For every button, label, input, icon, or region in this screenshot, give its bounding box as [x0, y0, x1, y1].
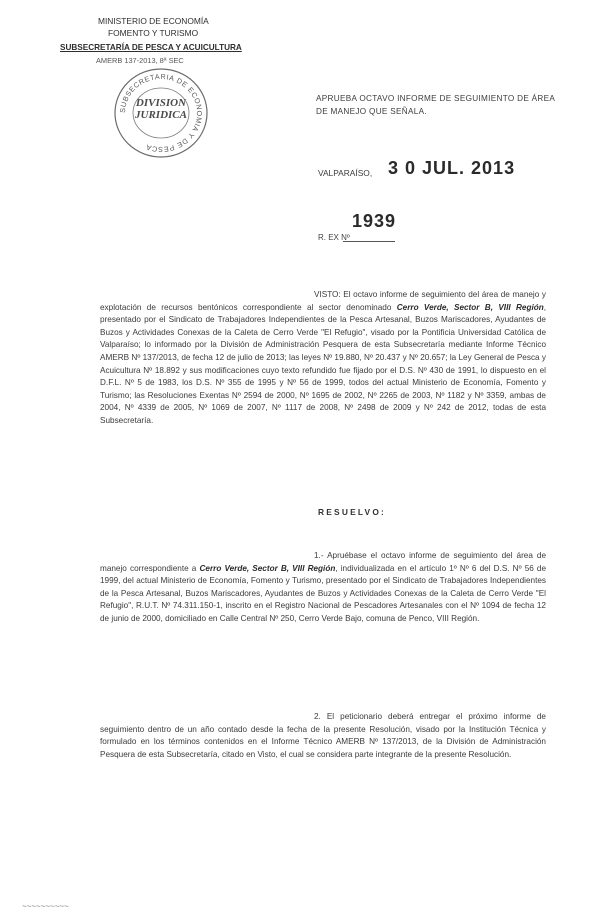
stamp-center-text: DIVISION JURIDICA [135, 97, 187, 121]
document-reference: AMERB 137-2013, 8ª SEC [96, 56, 184, 65]
place-label: VALPARAÍSO, [318, 168, 373, 178]
resuelvo-heading: RESUELVO: [318, 507, 387, 517]
resolution-date: 3 0 JUL. 2013 [388, 158, 516, 178]
resolution-number: 1939 [352, 211, 397, 231]
visto-rest: , presentado por el Sindicato de Trabajadores Independientes de la Pesca Artesanal, Buzos Mariscadores, Ayudantes de Buzos y Actividades Conexas de la Caleta de Cerro Verde "El Refugio", visado por la Pontificia Universidad Católica de Valparaíso; lo informado por la División de Administración Pesquera de esta Subsecretaría mediante Informe Técnico AMERB Nº 137/2013, de fecha 12 de julio de 2013; las leyes Nº 19.880, Nº 20.437 y Nº 20.657; la Ley General de Pesca y Acuicultura Nº 18.892 y sus modificaciones cuyo texto refundido fue fijado por el D.S. Nº 430 de 1991, lo dispuesto en el D.F.L. Nº 5 de 1983, los D.S. Nº 355 de 1995 y Nº 56 de 1999, todos del actual Ministerio de Economía, Fomento y Turismo; las Resoluciones Exentas Nº 2594 de 2000, Nº 1695 de 2002, Nº 2265 de 2003, Nº 1182 y Nº 3359, ambas de 2004, Nº 4339 de 2005, Nº 1069 de 2007, Nº 1117 de 2008, Nº 2498 de 2009 y Nº 242 de 2012, todas de esta Subsecretaría. [100, 302, 546, 425]
article-1-lead: 1.- Apruébase el octavo informe de seguimiento del área de manejo correspondiente a [100, 551, 546, 573]
article-1-sector: Cerro Verde, Sector B, VIII Región [199, 563, 336, 573]
visto-paragraph [100, 289, 546, 428]
stamp-ring-text: SUBSECRETARIA DE ECONOMIA Y DE PESCA [117, 71, 205, 155]
ministry-name: MINISTERIO DE ECONOMÍA [98, 16, 209, 26]
division-juridica-stamp [108, 64, 214, 162]
visto-sector: Cerro Verde, Sector B, VIII Región [396, 302, 544, 312]
resolution-subject: APRUEBA OCTAVO INFORME DE SEGUIMIENTO DE ÁREA DE MANEJO QUE SEÑALA. [316, 94, 555, 116]
article-2-paragraph: 2. El peticionario deberá entregar el próximo informe de seguimiento dentro de un año contado desde la fecha de la presente Resolución, visado por la Institución Técnica y formulado en los términos contenidos en el Informe Técnico AMERB Nº 137/2013, de la División de Administración Pesquera de esta Subsecretaría, citado en Visto, el cual se considera parte integrante de la presente Resolución. [100, 712, 546, 759]
resolution-number-label: R. EX Nº [318, 233, 350, 242]
bottom-scan-mark: ~~~~~~~~~~ [22, 902, 69, 911]
visto-lead: VISTO: El octavo informe de seguimiento del área de manejo y explotación de recursos bentónicos correspondiente al sector denominado [100, 290, 546, 312]
ministry-subtitle: FOMENTO Y TURISMO [108, 28, 199, 38]
article-1-rest: , individualizada en el artículo 1º Nº 6 del D.S. Nº 56 de 1999, del actual Ministerio de Economía, Fomento y Turismo, presentado por el Sindicato de Trabajadores Independientes de la Pesca Artesanal, Buzos Mariscadores, Ayudantes de Buzos y Actividades Conexas de la Caleta de Cerro Verde "El Refugio", R.U.T. Nº 74.311.150-1, inscrito en el Registro Nacional de Pescadores Artesanales con el Nº 1094 de fecha 12 de junio de 2000, domiciliado en Calle Central Nº 250, Cerro Verde Bajo, comuna de Penco, VIII Región. [100, 563, 547, 623]
article-1-paragraph [100, 550, 546, 626]
subsecretaria-name: SUBSECRETARÍA DE PESCA Y ACUICULTURA [60, 43, 242, 52]
resolution-number-line [343, 241, 395, 242]
